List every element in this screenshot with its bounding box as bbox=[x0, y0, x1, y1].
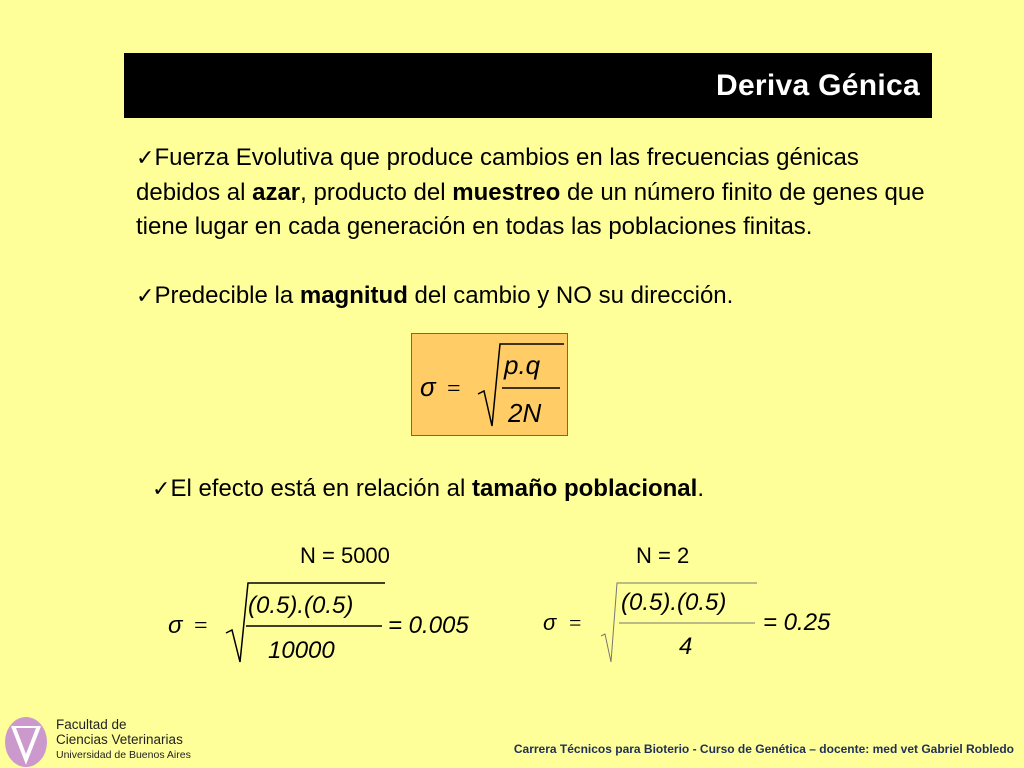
footer-credit: Carrera Técnicos para Bioterio - Curso de Genética – docente: med vet Gabriel Robledo bbox=[513, 742, 1014, 756]
logo-text-line-2: Ciencias Veterinarias bbox=[56, 732, 183, 747]
ex2-numerator: (0.5).(0.5) bbox=[621, 589, 727, 616]
formula-numerator: p.q bbox=[504, 350, 541, 380]
faculty-emblem-icon bbox=[4, 714, 52, 768]
main-formula bbox=[412, 334, 569, 437]
example-1-label: N = 5000 bbox=[300, 543, 390, 568]
p2-text-a: Predecible la bbox=[154, 282, 300, 309]
p3-text-a: El efecto está en relación al bbox=[170, 475, 472, 502]
p3-bold-tamano: tamaño poblacional bbox=[471, 475, 698, 502]
ex1-equals: = bbox=[194, 613, 208, 639]
p3-text-c: . bbox=[697, 475, 704, 502]
bullet-paragraph-1 bbox=[136, 141, 936, 245]
faculty-logo bbox=[4, 712, 214, 768]
logo-text-line-3: Universidad de Buenos Aires bbox=[56, 749, 191, 761]
ex1-sigma: σ bbox=[168, 612, 183, 639]
formula-box bbox=[411, 333, 568, 436]
slide-title: Deriva Génica bbox=[715, 69, 920, 102]
p2-bold-magnitud: magnitud bbox=[299, 282, 408, 309]
example-2-formula bbox=[535, 578, 865, 668]
p1-text-d: de un número finito de genes que tiene lugar en cada generación en todas las poblaciones finitas. bbox=[136, 178, 925, 240]
bullet-paragraph-2 bbox=[136, 279, 936, 314]
p1-text-c: , producto del bbox=[300, 178, 453, 206]
ex1-numerator: (0.5).(0.5) bbox=[248, 592, 354, 619]
p2-text-c: del cambio y NO su dirección. bbox=[407, 282, 734, 309]
bullet-paragraph-3 bbox=[152, 472, 852, 507]
check-icon: ✓ bbox=[152, 476, 171, 501]
ex1-result: = 0.005 bbox=[388, 612, 469, 639]
check-icon: ✓ bbox=[136, 145, 155, 170]
ex1-denominator: 10000 bbox=[268, 637, 335, 664]
ex2-sigma: σ bbox=[543, 610, 557, 635]
ex2-denominator: 4 bbox=[679, 633, 693, 660]
example-1-formula bbox=[160, 578, 500, 668]
title-banner bbox=[124, 53, 932, 118]
ex2-equals: = bbox=[569, 610, 582, 635]
p1-bold-azar: azar bbox=[252, 178, 301, 206]
example-2-label: N = 2 bbox=[636, 543, 690, 568]
formula-sigma: σ bbox=[420, 372, 436, 402]
formula-equals: = bbox=[447, 376, 461, 402]
logo-text-line-1: Facultad de bbox=[56, 717, 127, 732]
formula-denominator: 2N bbox=[508, 398, 542, 428]
check-icon: ✓ bbox=[136, 283, 155, 308]
p1-bold-muestreo: muestreo bbox=[452, 178, 561, 206]
p1-text-a: Fuerza Evolutiva que produce cambios en las frecuencias génicas debidos al bbox=[136, 144, 859, 206]
ex2-result: = 0.25 bbox=[763, 609, 831, 636]
